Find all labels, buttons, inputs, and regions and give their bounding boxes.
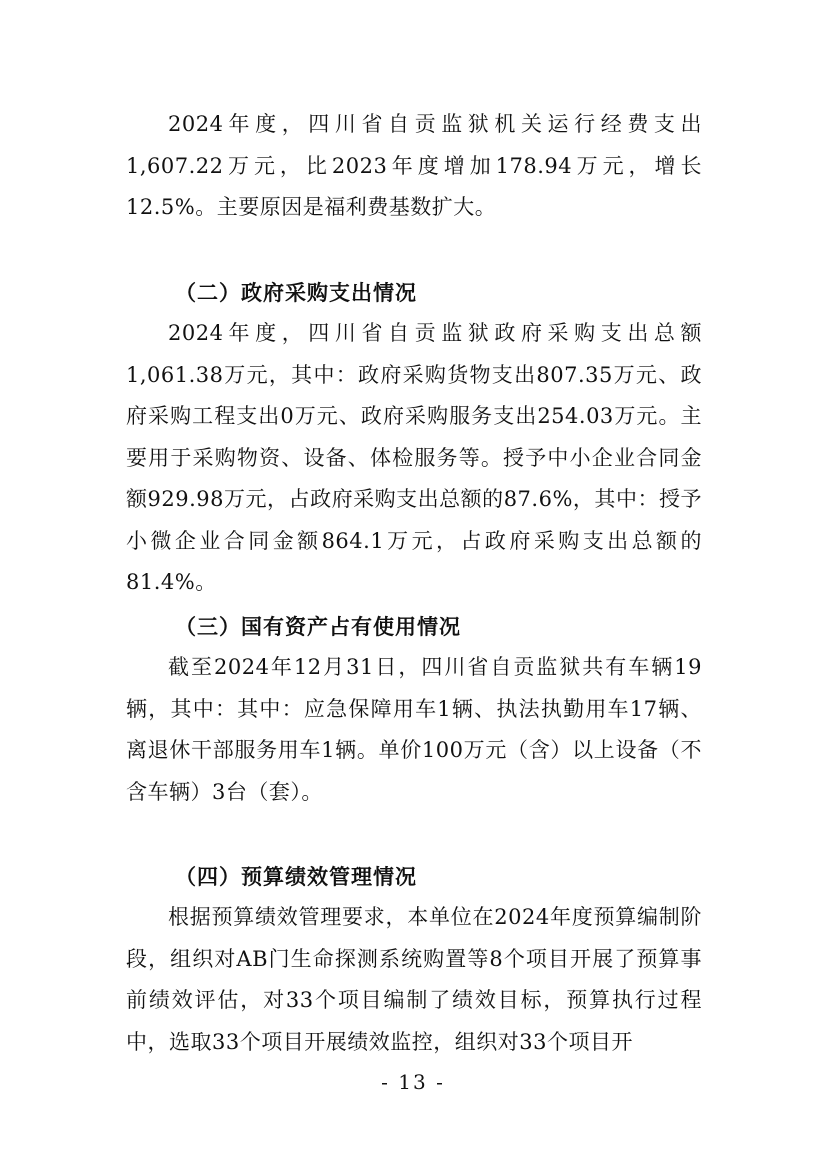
section-heading-procurement: （二）政府采购支出情况 [175, 280, 417, 305]
section-heading-state-assets: （三）国有资产占有使用情况 [175, 614, 461, 639]
section-heading-performance: （四）预算绩效管理情况 [175, 864, 417, 889]
page-number: - 13 - [381, 1070, 445, 1094]
performance-paragraph: 根据预算绩效管理要求，本单位在2024年度预算编制阶段，组织对AB门生命探测系统购置等8个项目开展了预算事前绩效评估，对33个项目编制了绩效目标，预算执行过程中，选取33个项目开展绩效监控，组织对33个项目开 [126, 905, 702, 1054]
procurement-paragraph: 2024年度，四川省自贡监狱政府采购支出总额1,061.38万元，其中：政府采购货物支出807.35万元、政府采购工程支出0万元、政府采购服务支出254.03万元。主要用于采购物资、设备、体检服务等。授予中小企业合同金额929.98万元，占政府采购支出总额的87.6%，其中：授予小微企业合同金额864.1万元，占政府采购支出总额的81.4%。 [126, 321, 702, 594]
operating-expenses-paragraph: 2024年度，四川省自贡监狱机关运行经费支出1,607.22万元，比2023年度增加178.94万元，增长12.5%。主要原因是福利费基数扩大。 [126, 112, 702, 219]
state-assets-paragraph: 截至2024年12月31日，四川省自贡监狱共有车辆19辆，其中：其中：应急保障用车1辆、执法执勤用车17辆、离退休干部服务用车1辆。单价100万元（含）以上设备（不含车辆）3台（套）。 [126, 655, 702, 804]
